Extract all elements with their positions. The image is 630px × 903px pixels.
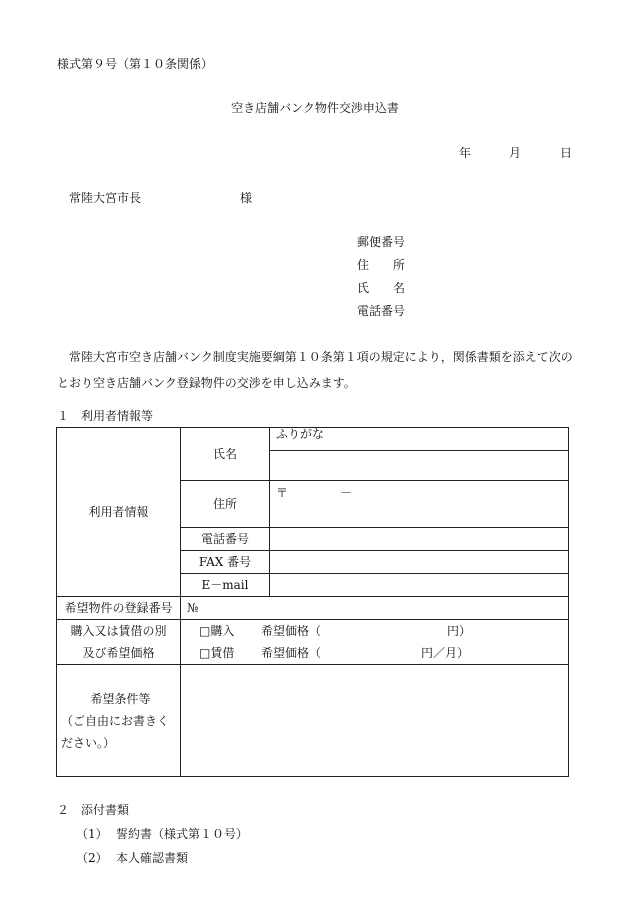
number-prefix: №: [187, 601, 199, 615]
conditions-label-line1: 希望条件等: [90, 691, 151, 706]
applicant-postal-label: 郵便番号: [357, 235, 406, 249]
registration-number-label: 希望物件の登録番号: [57, 597, 181, 620]
user-info-label: 利用者情報: [57, 428, 181, 597]
purchase-lease-label-line2: 及び希望価格: [82, 646, 155, 660]
name-label: 氏名: [181, 428, 270, 481]
conditions-label-line3: ださい。）: [61, 735, 116, 750]
attachment-item: [76, 852, 188, 864]
addressee: 常陸大宮市長: [69, 191, 142, 205]
phone-field[interactable]: [270, 528, 569, 551]
registration-number-field[interactable]: [181, 597, 569, 620]
lease-row: [181, 642, 568, 664]
fax-label: FAX 番号: [181, 551, 270, 574]
furigana-label: ふりがな: [270, 428, 568, 451]
attachment-number: （1）: [76, 827, 108, 841]
purchase-lease-field: [181, 620, 569, 665]
lease-price-unit: 円／月）: [421, 646, 470, 660]
conditions-field[interactable]: [181, 665, 569, 777]
form-number: 様式第９号（第１０条関係）: [57, 57, 214, 71]
postal-dash: －: [340, 486, 353, 500]
purchase-checkbox[interactable]: □購入: [199, 624, 235, 638]
purchase-price-label: 希望価格（: [261, 624, 322, 638]
lease-price-label: 希望価格（: [261, 646, 322, 660]
lease-checkbox[interactable]: □賃借: [199, 646, 235, 660]
purchase-row: [181, 620, 568, 642]
applicant-name-label: 氏 名: [357, 281, 406, 295]
body-paragraph: 常陸大宮市空き店舗バンク制度実施要綱第１０条第１項の規定により，関係書類を添えて次のとおり空き店舗バンク登録物件の交渉を申し込みます。: [57, 350, 573, 390]
applicant-phone-label: 電話番号: [357, 304, 406, 318]
section2-heading: ２ 添付書類: [57, 803, 130, 817]
attachment-item: [76, 828, 248, 840]
email-field[interactable]: [270, 574, 569, 597]
address-label: 住所: [181, 481, 270, 528]
date-day-label: 日: [560, 146, 573, 160]
attachment-text: 誓約書（様式第１０号）: [116, 827, 249, 841]
purchase-lease-label-line1: 購入又は賃借の別: [70, 624, 167, 638]
phone-label: 電話番号: [181, 528, 270, 551]
purchase-price-unit: 円）: [447, 624, 472, 638]
postal-mark: 〒: [276, 486, 289, 500]
honorific: 様: [240, 191, 253, 205]
fax-field[interactable]: [270, 551, 569, 574]
attachment-number: （2）: [76, 851, 108, 865]
section1-heading: １ 利用者情報等: [57, 409, 154, 423]
user-info-table: [56, 427, 569, 777]
document-title: 空き店舗バンク物件交渉申込書: [231, 101, 399, 115]
applicant-address-label: 住 所: [357, 258, 406, 272]
email-label: E－mail: [181, 574, 270, 597]
name-field[interactable]: [270, 428, 569, 481]
attachment-text: 本人確認書類: [116, 851, 189, 865]
date-month-label: 月: [509, 146, 522, 160]
conditions-label-line2: （ご自由にお書きく: [61, 713, 170, 728]
address-field[interactable]: [270, 481, 569, 528]
date-year-label: 年: [459, 146, 472, 160]
conditions-label: [57, 665, 181, 777]
purchase-lease-label: [57, 620, 181, 665]
